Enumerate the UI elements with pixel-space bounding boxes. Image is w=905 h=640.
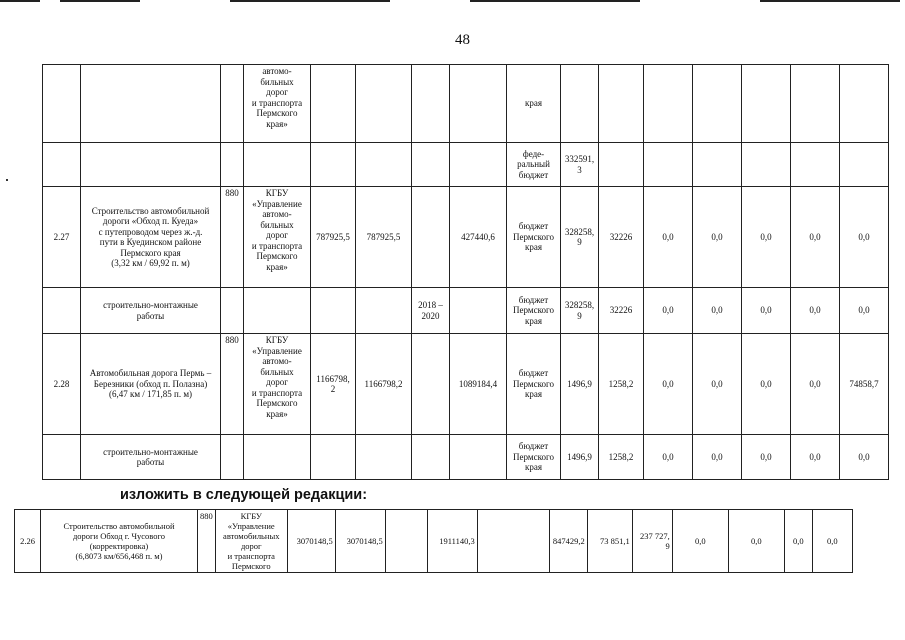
table-cell [311,435,356,480]
table-cell [311,65,356,143]
table-row [43,65,889,143]
table-cell [43,288,81,334]
table-cell [412,435,450,480]
table-cell: 0,0 [693,288,742,334]
table-row [15,510,853,573]
table-cell: 3070148,5 [287,510,335,573]
table-cell: 0,0 [728,510,784,573]
table-cell [477,510,549,573]
table-cell: 32226 [599,288,644,334]
table-cell: 0,0 [742,187,791,288]
table-cell: строительно-монтажные работы [81,288,221,334]
table-cell [43,143,81,187]
table-cell: 237 727, 9 [632,510,672,573]
table-cell [412,143,450,187]
table-cell [450,143,507,187]
table-cell: 1911140,3 [427,510,477,573]
table-cell [599,65,644,143]
table-cell [356,65,412,143]
table-cell [356,288,412,334]
table-cell: 1166798, 2 [311,334,356,435]
table-cell [221,143,244,187]
table-cell [840,65,889,143]
table-cell: 328258, 9 [561,288,599,334]
table-cell [791,143,840,187]
table-cell [356,435,412,480]
table-cell: 1166798,2 [356,334,412,435]
table-cell [412,334,450,435]
table-row [43,187,889,288]
table-cell: бюджет Пермского края [507,187,561,288]
table-cell: 73 851,1 [587,510,632,573]
table-cell: 787925,5 [311,187,356,288]
table-cell [244,143,311,187]
table-cell [450,288,507,334]
table-cell [693,65,742,143]
table-cell [385,510,427,573]
amendment-heading: изложить в следующей редакции: [120,487,368,503]
table-cell [311,288,356,334]
table-row [43,334,889,435]
table-cell: бюджет Пермского края [507,288,561,334]
table-cell [791,65,840,143]
table-cell [599,143,644,187]
table-cell: 0,0 [742,288,791,334]
table-cell [81,143,221,187]
table-cell: 0,0 [840,288,889,334]
table-cell: 0,0 [693,334,742,435]
table-cell: Автомобильная дорога Пермь – Березники (обход п. Полазна) (6,47 км / 171,85 п. м) [81,334,221,435]
table-cell: 0,0 [784,510,812,573]
table-cell: 0,0 [644,334,693,435]
table-cell: 2018 – 2020 [412,288,450,334]
table-cell: 2.28 [43,334,81,435]
page-number: 48 [455,32,470,48]
table-cell: 0,0 [791,435,840,480]
table-cell: 0,0 [791,288,840,334]
table-cell [221,435,244,480]
table-cell: 74858,7 [840,334,889,435]
table-row [43,435,889,480]
table-cell: КГБУ «Управление автомо- бильных дорог и транспорта Пермского края» [244,187,311,288]
table-cell: Строительство автомобильной дороги Обход г. Чусового (корректировка) (6,8073 км/656,468 п. м) [41,510,198,573]
table-cell [81,65,221,143]
table-cell [43,65,81,143]
table-cell: 0,0 [644,187,693,288]
table-cell: КГБУ «Управление автомобильных дорог и транспорта Пермского [215,510,287,573]
table-cell [450,435,507,480]
table-cell: 880 [221,334,244,435]
table-cell: 3070148,5 [335,510,385,573]
table-cell [693,143,742,187]
table-cell: 847429,2 [549,510,587,573]
top-edge-lines [0,0,905,3]
table-cell [644,143,693,187]
table-cell: 2.27 [43,187,81,288]
table-cell: бюджет Пермского края [507,435,561,480]
table-cell: 328258, 9 [561,187,599,288]
table-cell [311,143,356,187]
table-cell: 1496,9 [561,435,599,480]
table-cell [356,143,412,187]
table-cell: 427440,6 [450,187,507,288]
table-cell [742,65,791,143]
table-cell: бюджет Пермского края [507,334,561,435]
table-cell: 32226 [599,187,644,288]
table-cell: 0,0 [812,510,852,573]
amended-project-table [14,509,853,573]
table-cell [244,288,311,334]
table-cell [221,65,244,143]
table-cell: 0,0 [742,435,791,480]
table-cell: КГБУ «Управление автомо- бильных дорог и транспорта Пермского края» [244,334,311,435]
table-cell: 0,0 [693,435,742,480]
table-cell: 0,0 [791,334,840,435]
table-cell [244,435,311,480]
table-cell [221,288,244,334]
table-cell [43,435,81,480]
table-cell [412,65,450,143]
table-cell: 0,0 [840,435,889,480]
table-row [43,143,889,187]
table-cell: 0,0 [742,334,791,435]
table-cell: края [507,65,561,143]
table-cell: феде- ральный бюджет [507,143,561,187]
table-cell: 1496,9 [561,334,599,435]
table-cell [742,143,791,187]
table-cell: 0,0 [644,435,693,480]
table-cell: Строительство автомобильной дороги «Обход п. Куеда» с путепроводом через ж.-д. пути в Куединском районе Пермского края (3,32 км / 69,92 п. м) [81,187,221,288]
table-cell: автомо- бильных дорог и транспорта Пермского края» [244,65,311,143]
table-cell: 0,0 [840,187,889,288]
table-cell [561,65,599,143]
table-cell: 0,0 [693,187,742,288]
scan-speck [6,179,8,181]
table-cell: 2.26 [15,510,41,573]
table-cell: строительно-монтажные работы [81,435,221,480]
table-row [43,288,889,334]
table-cell: 1089184,4 [450,334,507,435]
table-cell [644,65,693,143]
table-cell: 787925,5 [356,187,412,288]
table-cell: 1258,2 [599,334,644,435]
projects-table [42,64,889,480]
table-cell [840,143,889,187]
table-cell [412,187,450,288]
table-cell: 0,0 [672,510,728,573]
table-cell: 0,0 [791,187,840,288]
table-cell: 880 [221,187,244,288]
table-cell: 0,0 [644,288,693,334]
table-cell: 880 [198,510,216,573]
table-cell: 1258,2 [599,435,644,480]
table-cell [450,65,507,143]
table-cell: 332591, 3 [561,143,599,187]
